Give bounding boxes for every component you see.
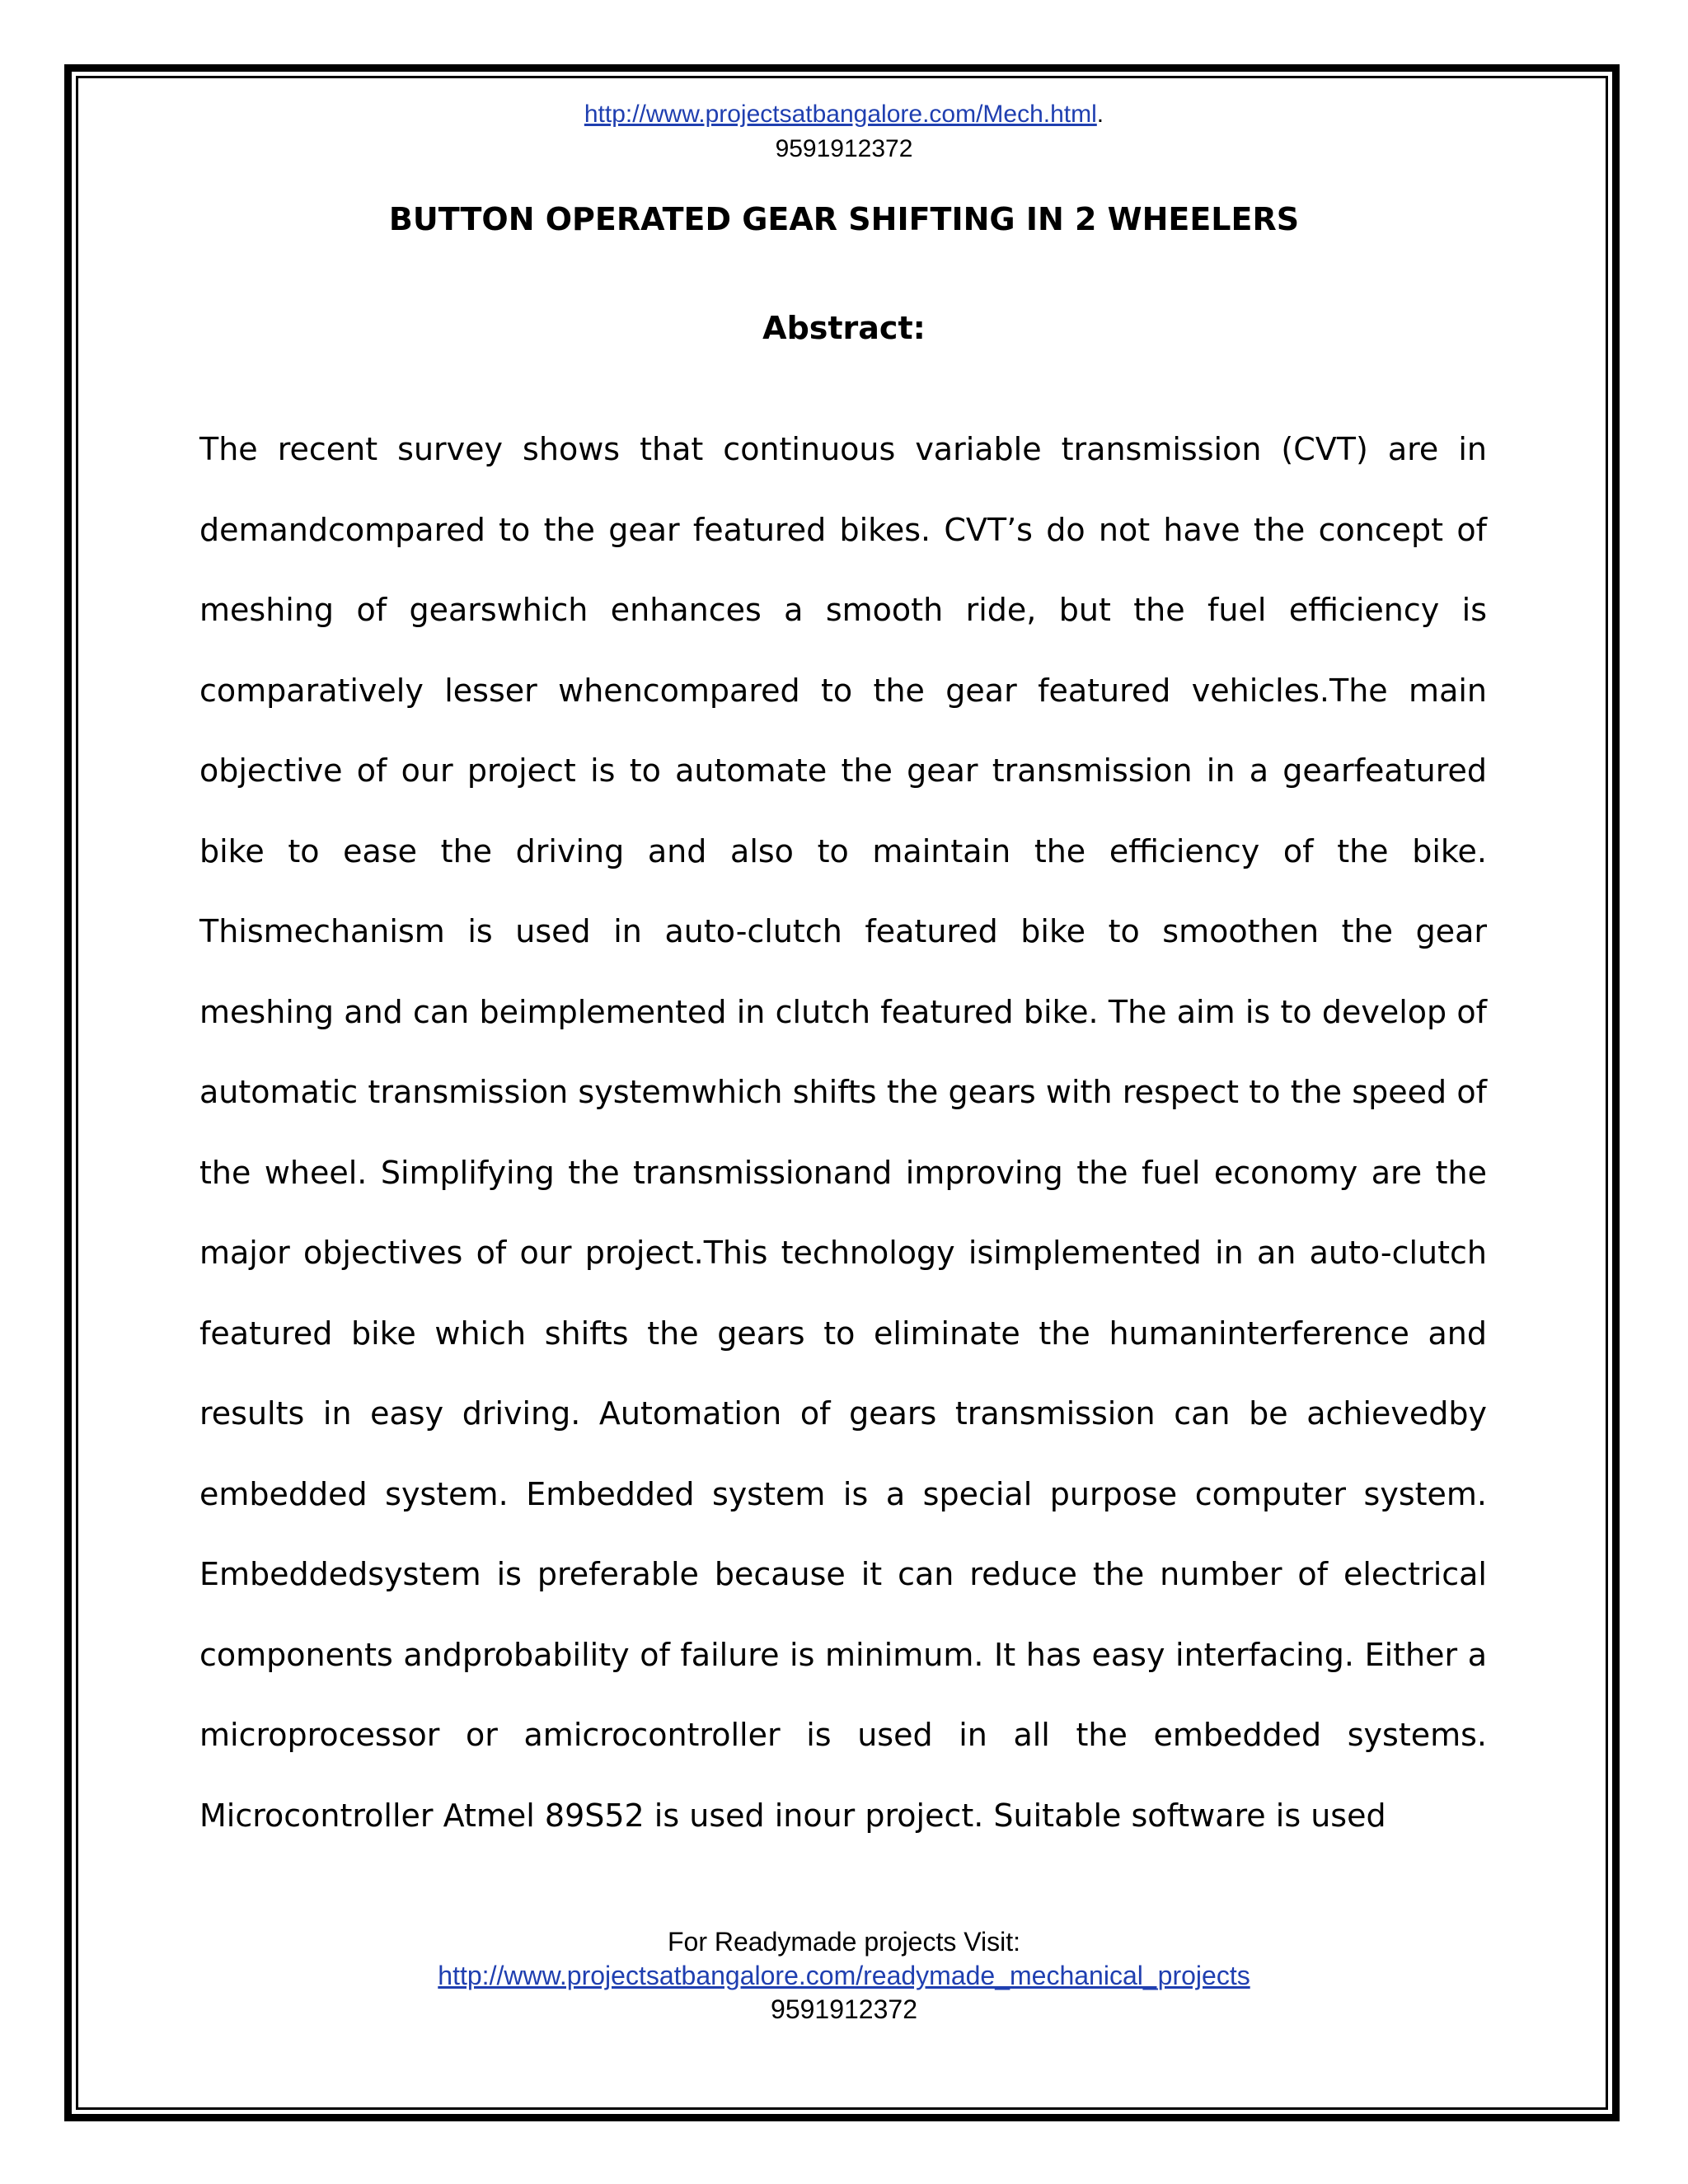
footer-phone: 9591912372 — [771, 1994, 917, 2024]
header-url-suffix: . — [1096, 101, 1104, 128]
page-footer — [0, 1925, 1688, 2027]
abstract-heading: Abstract: — [762, 310, 926, 346]
header-phone: 9591912372 — [775, 135, 913, 162]
abstract-paragraph: The recent survey shows that continuous variable transmission (CVT) are in demandcompared to the gear featured bikes. CVT’s do not have the concept of meshing of gearswhich enhances a smooth ride, but the fuel efficiency is comparatively lesser whencompared to the gear featured vehicles.The main objective of our project is to automate the gear transmission in a gearfeatured bike to ease the driving and also to maintain the efficiency of the bike. Thismechanism is used in auto-clutch featured bike to smoothen the gear meshing and can beimplemented in clutch featured bike. The aim is to develop of automatic transmission systemwhich shifts the gears with respect to the speed of the wheel. Simplifying the transmissionand improving the fuel economy are the major objectives of our project.This technology isimplemented in an auto-clutch featured bike which shifts the gears to eliminate the humaninterference and results in easy driving. Automation of gears transmission can be achievedby embedded system. Embedded system is a special purpose computer system. Embeddedsystem is preferable because it can reduce the number of electrical components andprobability of failure is minimum. It has easy interfacing. Either a microprocessor or amicrocontroller is used in all the embedded systems. Microcontroller Atmel 89S52 is used inour project. Suitable software is used — [199, 431, 1487, 1834]
footer-label: For Readymade projects Visit: — [667, 1927, 1021, 1957]
document-title: BUTTON OPERATED GEAR SHIFTING IN 2 WHEELERS — [388, 201, 1300, 237]
footer-url-link[interactable]: http://www.projectsatbangalore.com/readymade_mechanical_projects — [438, 1961, 1250, 1990]
page-header — [0, 97, 1688, 166]
header-link-line — [0, 97, 1688, 132]
header-url-link[interactable]: http://www.projectsatbangalore.com/Mech.html — [584, 101, 1097, 128]
